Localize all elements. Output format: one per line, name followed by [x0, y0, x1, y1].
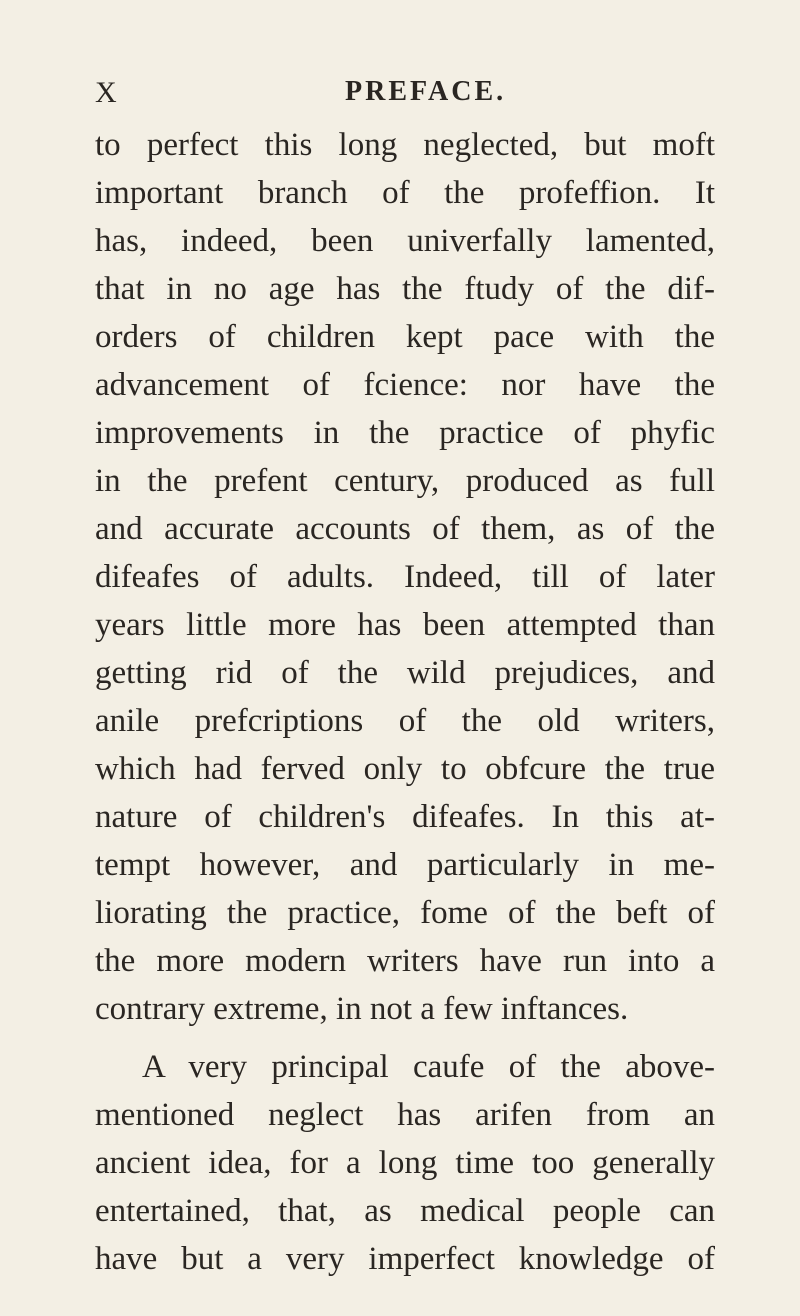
page-number: X: [95, 76, 118, 109]
running-title: PREFACE.: [345, 76, 507, 107]
text-line: tempt however, and particularly in me-: [95, 847, 715, 883]
text-line: A very principal caufe of the above-: [142, 1049, 715, 1085]
text-line: entertained, that, as medical people can: [95, 1193, 715, 1229]
body-text: [95, 121, 715, 1283]
text-line: in the prefent century, produced as full: [95, 463, 715, 499]
text-line: improvements in the practice of phyfic: [95, 415, 715, 451]
text-line: to perfect this long neglected, but moft: [95, 127, 715, 163]
text-line: contrary extreme, in not a few inftances.: [95, 991, 629, 1027]
text-line: orders of children kept pace with the: [95, 319, 715, 355]
text-line: advancement of fcience: nor have the: [95, 367, 715, 403]
text-line: has, indeed, been univerfally lamented,: [95, 223, 715, 259]
text-line: the more modern writers have run into a: [95, 943, 715, 979]
text-line: important branch of the profeffion. It: [95, 175, 715, 211]
text-line: years little more has been attempted than: [95, 607, 715, 643]
text-line: nature of children's difeafes. In this at-: [95, 799, 715, 835]
text-line: liorating the practice, fome of the beft of: [95, 895, 715, 931]
text-line: have but a very imperfect knowledge of: [95, 1241, 715, 1277]
text-line: mentioned neglect has arifen from an: [95, 1097, 715, 1133]
page-header: [95, 76, 715, 112]
text-line: anile prefcriptions of the old writers,: [95, 703, 715, 739]
text-line: which had ferved only to obfcure the true: [95, 751, 715, 787]
paragraph-2: [95, 1043, 715, 1283]
text-line: and accurate accounts of them, as of the: [95, 511, 715, 547]
text-line: ancient idea, for a long time too generally: [95, 1145, 715, 1181]
paragraph-1: [95, 121, 715, 1033]
text-line: that in no age has the ftudy of the dif-: [95, 271, 715, 307]
text-line: difeafes of adults. Indeed, till of later: [95, 559, 715, 595]
text-line: getting rid of the wild prejudices, and: [95, 655, 715, 691]
